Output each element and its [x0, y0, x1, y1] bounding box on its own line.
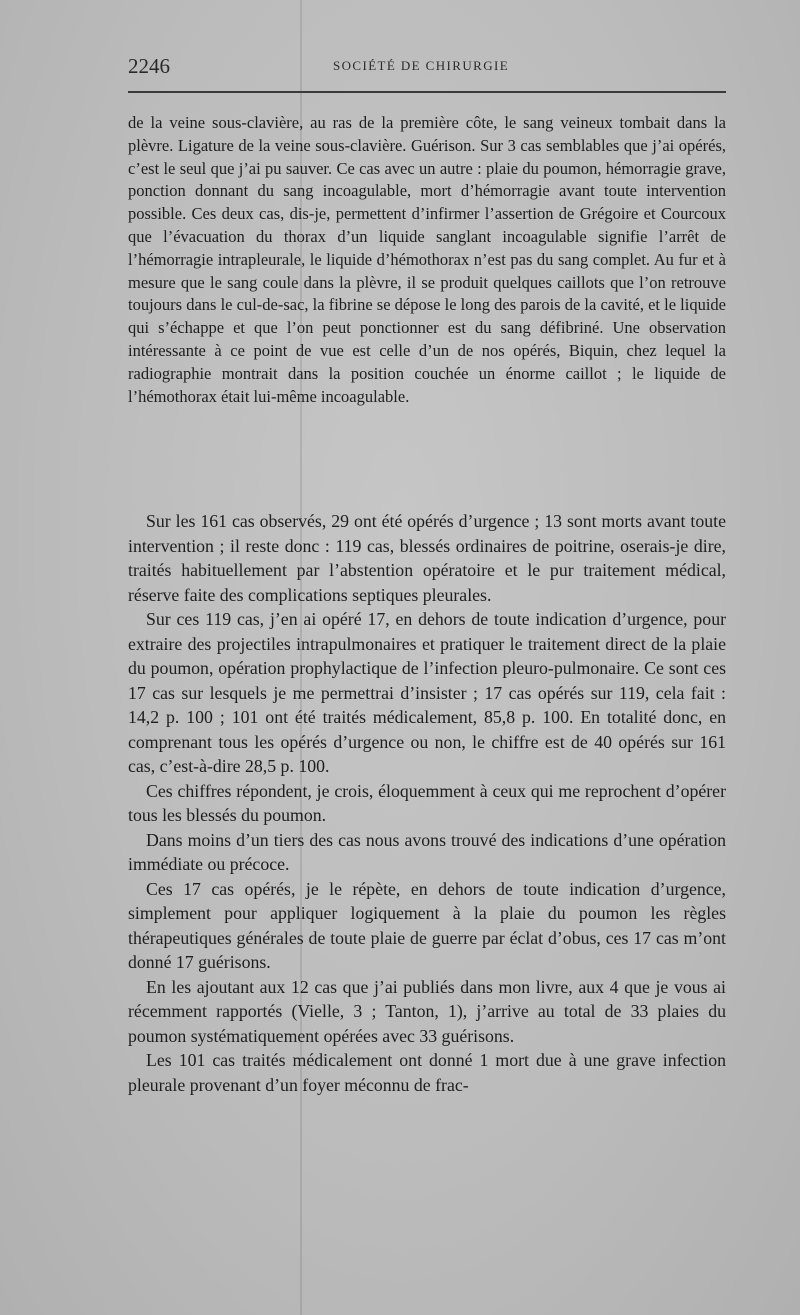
paragraph: Les 101 cas traités médicalement ont donné 1 mort due à une grave infection pleurale provenant d’un foyer méconnu de frac- [128, 1050, 726, 1095]
statistics-text [128, 509, 726, 1097]
paragraph: Sur ces 119 cas, j’en ai opéré 17, en dehors de toute indication d’urgence, pour extraire des projectiles intrapulmonaires et pratiquer le traitement direct de la plaie du poumon, opération prophylactique de l’infection pleuro-pulmonaire. Ce sont ces 17 cas sur lesquels je me permettrai d’insister ; 17 cas opérés sur 119, cela fait : 14,2 p. 100 ; 101 ont été traités médicalement, 85,8 p. 100. En totalité donc, en comprenant tous les opérés d’urgence ou non, le chiffre est de 40 opérés sur 161 cas, c’est-à-dire 28,5 p. 100. [128, 609, 726, 776]
paragraph: Ces chiffres répondent, je crois, éloquemment à ceux qui me reprochent d’opérer tous les blessés du poumon. [128, 780, 726, 825]
running-title: SOCIÉTÉ DE CHIRURGIE [333, 58, 510, 73]
page-header [128, 54, 726, 78]
header-rule [128, 91, 726, 93]
paragraph: Dans moins d’un tiers des cas nous avons trouvé des indications d’une opération immédiate ou précoce. [128, 829, 726, 874]
paragraph: En les ajoutant aux 12 cas que j’ai publiés dans mon livre, aux 4 que je vous ai récemment rapportés (Vielle, 3 ; Tanton, 1), j’arrive au total de 33 plaies du poumon systématiquement opérées avec 33 guérisons. [128, 976, 726, 1046]
paragraph: de la veine sous-clavière, au ras de la première côte, le sang veineux tombait dans la plèvre. Ligature de la veine sous-clavière. Guérison. Sur 3 cas semblables que j’ai opérés, c’est le seul que j’ai pu sauver. Ce cas avec un autre : plaie du poumon, hémorragie grave, ponction donnant du sang incoagulable, mort d’hémorragie avant toute intervention possible. Ces deux cas, dis-je, permettent d’infirmer l’assertion de Grégoire et Courcoux que l’évacuation du thorax d’un liquide sanglant incoagulable signifie l’arrêt de l’hémorragie intrapleurale, le liquide d’hémothorax n’est pas du sang complet. Au fur et à mesure que le sang coule dans la plèvre, il se produit quelques caillots que l’on retrouve toujours dans le cul-de-sac, la fibrine se dépose le long des parois de la cavité, et le liquide qui s’échappe et que l’on peut ponctionner est du sang défibriné. Une observation intéressante à ce point de vue est celle d’un de nos opérés, Biquin, chez lequel la radiographie montrait dans la position couchée un énorme caillot ; le liquide de l’hémothorax était lui-même incoagulable. [128, 113, 726, 406]
paragraph: Ces 17 cas opérés, je le répète, en dehors de toute indication d’urgence, simplement pour appliquer logiquement à la plaie du poumon les règles thérapeutiques générales de toute plaie de guerre par éclat d’obus, ces 17 cas m’ont donné 17 guérisons. [128, 878, 726, 972]
paragraph: Sur les 161 cas observés, 29 ont été opérés d’urgence ; 13 sont morts avant toute intervention ; il reste donc : 119 cas, blessés ordinaires de poitrine, oserais-je dire, traités habituellement par l’abstention opératoire et le pur traitement médical, réserve faite des complications septiques pleurales. [128, 511, 726, 605]
case-report-text [128, 112, 726, 408]
page-number: 2246 [128, 54, 170, 78]
